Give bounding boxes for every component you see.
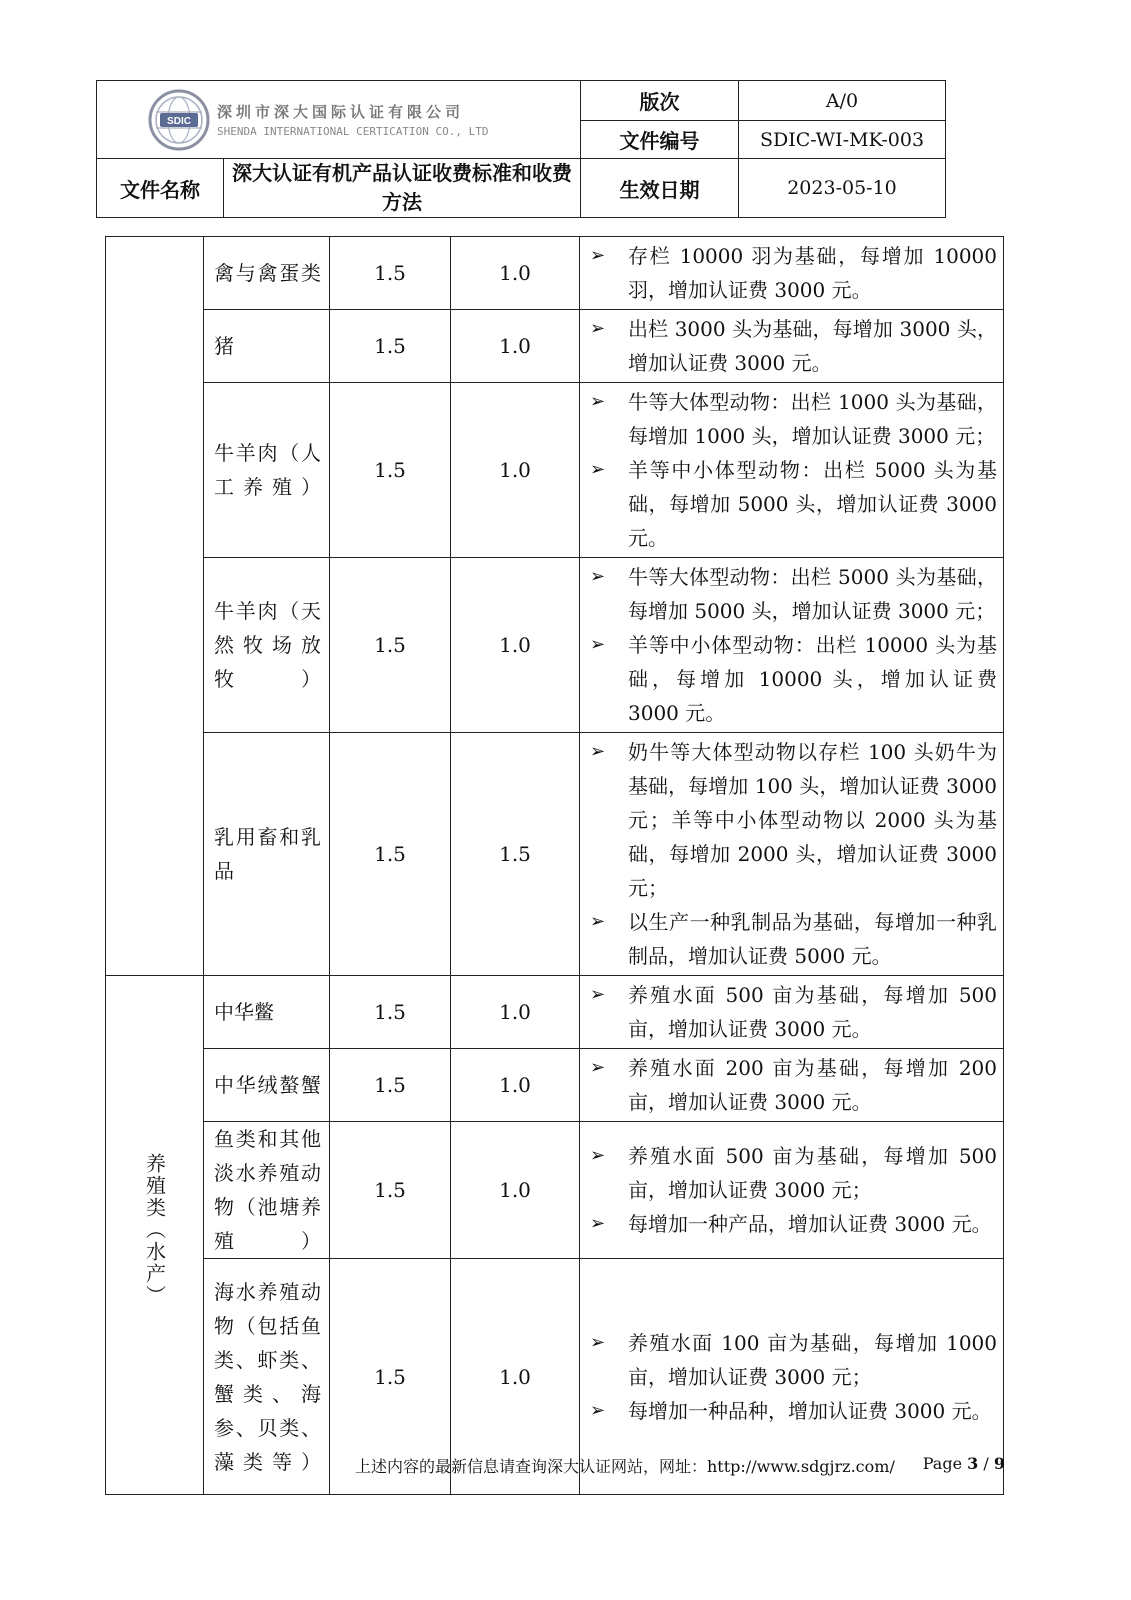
coefficient-b: 1.0 [451,1049,580,1122]
logo-text: SDIC [167,115,191,127]
fee-table-row [106,558,1004,733]
coefficient-a: 1.5 [330,1259,451,1495]
coefficient-b: 1.0 [451,558,580,733]
arrow-bullet-icon: ➢ [590,911,606,932]
product-item: 中华绒螯蟹 [204,1049,330,1122]
version-value: A/0 [739,81,946,121]
fee-rule [590,312,997,380]
fee-rule-text: 以生产一种乳制品为基础，每增加一种乳制品，增加认证费 5000 元。 [628,910,997,968]
fee-table-row [106,733,1004,976]
fee-rule [590,560,997,628]
fee-rule-text: 养殖水面 100 亩为基础，每增加 1000 亩，增加认证费 3000 元； [628,1330,997,1389]
fee-rule [590,735,997,905]
coefficient-b: 1.0 [451,310,580,383]
fee-rule-text: 养殖水面 500 亩为基础，每增加 500 亩，增加认证费 3000 元。 [628,983,997,1041]
company-logo-icon [147,88,211,152]
fee-table-row [106,1122,1004,1259]
company-name-cn: 深圳市深大国际认证有限公司 [217,103,465,121]
footer-website-note: 上述内容的最新信息请查询深大认证网站，网址：http://www.sdgjrz.com/ [355,1457,895,1476]
coefficient-a: 1.5 [330,1049,451,1122]
fee-rule [590,905,997,973]
coefficient-a: 1.5 [330,383,451,558]
doc-title: 深大认证有机产品认证收费标准和收费方法 [224,159,581,218]
fee-rules [580,558,1004,733]
fee-table-row [106,310,1004,383]
coefficient-a: 1.5 [330,1122,451,1259]
company-logo-cell [97,81,581,159]
arrow-bullet-icon: ➢ [590,245,606,266]
category-label: 养殖类（水产） [142,1153,167,1307]
fee-rule-text: 羊等中小体型动物：出栏 5000 头为基础，每增加 5000 头，增加认证费 3000 元。 [628,458,997,550]
fee-rules [580,1122,1004,1259]
fee-table-row [106,1049,1004,1122]
product-item: 中华鳖 [204,976,330,1049]
doc-name-label: 文件名称 [97,159,224,218]
fee-rules [580,733,1004,976]
arrow-bullet-icon: ➢ [590,984,606,1005]
fee-rules [580,976,1004,1049]
product-item: 猪 [204,310,330,383]
coefficient-b: 1.5 [451,733,580,976]
arrow-bullet-icon: ➢ [590,1145,606,1166]
category-cell-livestock [106,237,204,976]
fee-rule [590,1139,997,1207]
product-item: 禽与禽蛋类 [204,237,330,310]
arrow-bullet-icon: ➢ [590,1399,606,1421]
effective-date-label: 生效日期 [581,159,739,218]
product-item: 海水养殖动物（包括鱼类、虾类、蟹类、海参、贝类、藻类等） [204,1259,330,1495]
fee-table-row [106,976,1004,1049]
effective-date-value: 2023-05-10 [739,159,946,218]
arrow-bullet-icon: ➢ [590,566,606,587]
fee-table-row [106,237,1004,310]
product-item: 乳用畜和乳品 [204,733,330,976]
fee-table [105,236,1004,1495]
coefficient-b: 1.0 [451,1122,580,1259]
doc-number-value: SDIC-WI-MK-003 [739,121,946,159]
fee-rule-text: 每增加一种品种，增加认证费 3000 元。 [628,1398,992,1423]
coefficient-a: 1.5 [330,237,451,310]
product-item: 鱼类和其他淡水养殖动物（池塘养殖） [204,1122,330,1259]
fee-rule-text: 出栏 3000 头为基础，每增加 3000 头，增加认证费 3000 元。 [628,317,997,375]
fee-rules [580,310,1004,383]
fee-rules [580,237,1004,310]
coefficient-a: 1.5 [330,976,451,1049]
page-number: Page 3 / 9 [922,1454,1005,1473]
document-header [96,80,946,218]
fee-rule [590,978,997,1046]
fee-rule [590,453,997,555]
arrow-bullet-icon: ➢ [590,741,606,762]
coefficient-b: 1.0 [451,237,580,310]
fee-rule-text: 养殖水面 200 亩为基础，每增加 200 亩，增加认证费 3000 元。 [628,1056,997,1114]
page-footer [355,1454,1005,1477]
coefficient-a: 1.5 [330,558,451,733]
category-cell-aquatic [106,976,204,1495]
arrow-bullet-icon: ➢ [590,459,606,480]
fee-rule [590,1394,997,1428]
arrow-bullet-icon: ➢ [590,1213,606,1234]
fee-rule-text: 奶牛等大体型动物以存栏 100 头奶牛为基础，每增加 100 头，增加认证费 3000 元；羊等中小体型动物以 2000 头为基础，每增加 2000 头，增加认证费 3000 元； [628,740,997,900]
version-label: 版次 [581,81,739,121]
arrow-bullet-icon: ➢ [590,391,606,412]
fee-rule [590,1207,997,1241]
coefficient-a: 1.5 [330,310,451,383]
fee-rules [580,1049,1004,1122]
fee-rule [590,1051,997,1119]
fee-rule-text: 牛等大体型动物：出栏 1000 头为基础，每增加 1000 头，增加认证费 3000 元； [628,390,997,448]
coefficient-b: 1.0 [451,976,580,1049]
arrow-bullet-icon: ➢ [590,634,606,655]
product-item: 牛羊肉（天然牧场放牧） [204,558,330,733]
coefficient-b: 1.0 [451,383,580,558]
fee-rules [580,383,1004,558]
fee-rule [590,385,997,453]
arrow-bullet-icon: ➢ [590,1057,606,1078]
arrow-bullet-icon: ➢ [590,1331,606,1353]
doc-number-label: 文件编号 [581,121,739,159]
coefficient-a: 1.5 [330,733,451,976]
fee-rule-text: 存栏 10000 羽为基础，每增加 10000 羽，增加认证费 3000 元。 [628,244,997,302]
fee-rule-text: 羊等中小体型动物：出栏 10000 头为基础，每增加 10000 头，增加认证费 3000 元。 [628,633,997,725]
fee-rule [590,1326,997,1394]
fee-rule-text: 每增加一种产品，增加认证费 3000 元。 [628,1212,992,1236]
fee-rule [590,628,997,730]
fee-rule-text: 牛等大体型动物：出栏 5000 头为基础，每增加 5000 头，增加认证费 3000 元； [628,565,997,623]
coefficient-b: 1.0 [451,1259,580,1495]
company-name-en: SHENDA INTERNATIONAL CERTICATION CO., LTD [217,125,489,138]
fee-rule-text: 养殖水面 500 亩为基础，每增加 500 亩，增加认证费 3000 元； [628,1144,997,1202]
fee-rule [590,239,997,307]
fee-table-row [106,383,1004,558]
arrow-bullet-icon: ➢ [590,318,606,339]
product-item: 牛羊肉（人工养殖） [204,383,330,558]
